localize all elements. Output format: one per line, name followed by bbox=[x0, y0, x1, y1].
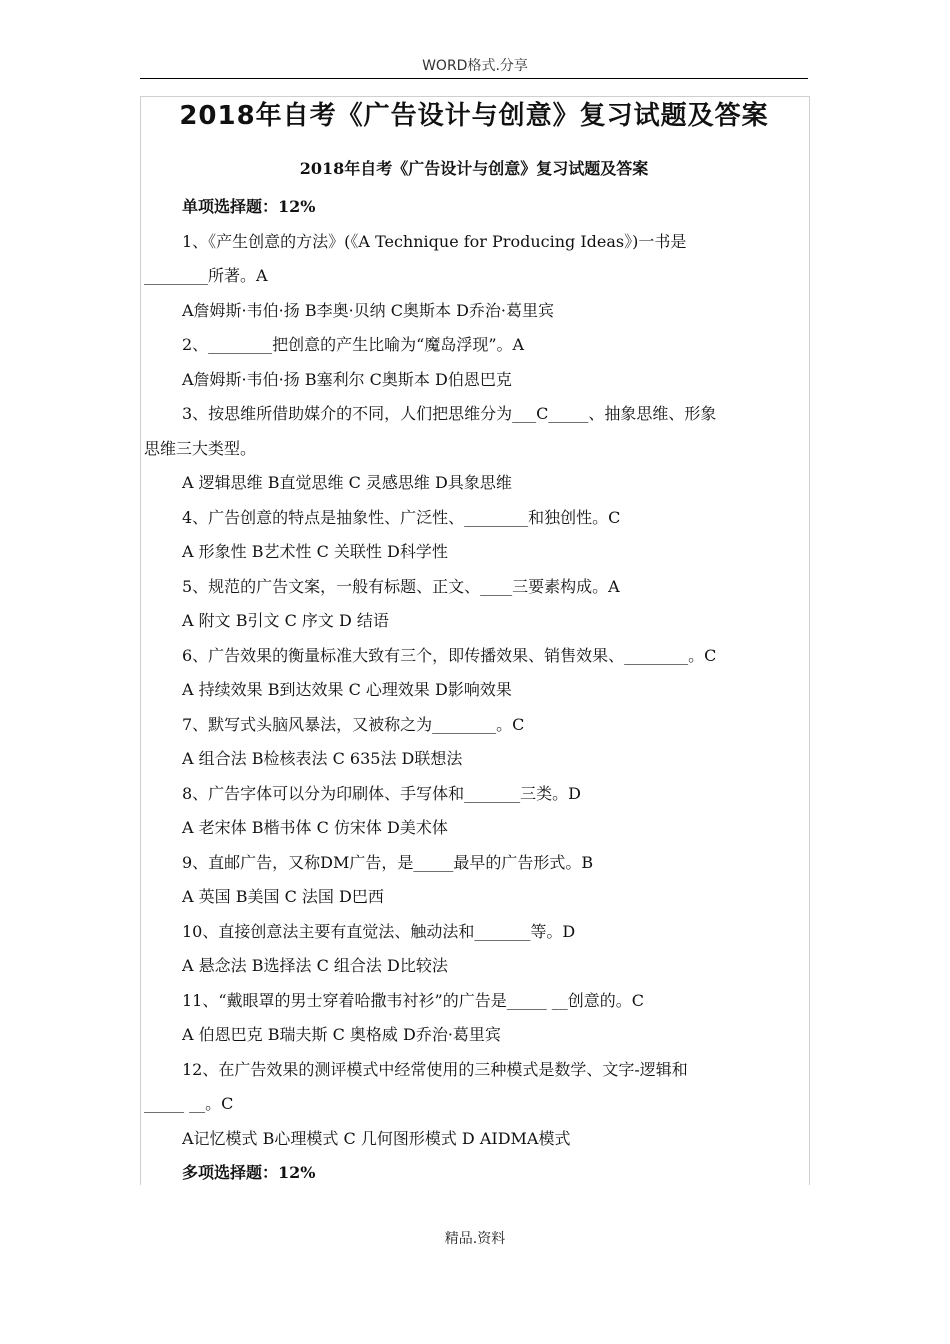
question-line: 4、广告创意的特点是抽象性、广泛性、________和独创性。C bbox=[182, 507, 621, 527]
question-line: A 持续效果 B到达效果 C 心理效果 D影响效果 bbox=[182, 680, 512, 699]
question-line: 9、直邮广告，又称DM广告，是_____最早的广告形式。B bbox=[182, 852, 594, 872]
question-line: A 附文 B引文 C 序文 D 结语 bbox=[182, 611, 389, 630]
question-line: 12、在广告效果的测评模式中经常使用的三种模式是数学、文字-逻辑和 bbox=[182, 1059, 688, 1079]
question-line: A 伯恩巴克 B瑞夫斯 C 奥格威 D乔治·葛里宾 bbox=[182, 1025, 501, 1044]
question-line: A 形象性 B艺术性 C 关联性 D科学性 bbox=[182, 542, 448, 561]
question-line: A 英国 B美国 C 法国 D巴西 bbox=[182, 887, 384, 906]
question-line: 2、________把创意的产生比喻为“魔岛浮现”。A bbox=[182, 335, 525, 354]
question-line: 7、默写式头脑风暴法，又被称之为________。C bbox=[182, 714, 525, 734]
question-line: ________所著。A bbox=[144, 266, 268, 285]
question-line: 3、按思维所借助媒介的不同，人们把思维分为___C_____、抽象思维、形象 bbox=[182, 404, 717, 423]
question-line: 6、广告效果的衡量标准大致有三个，即传播效果、销售效果、________。C bbox=[182, 645, 717, 665]
page-footer: 精品.资料 bbox=[444, 1231, 506, 1247]
question-list bbox=[144, 190, 806, 1191]
question-line: A记忆模式 B心理模式 C 几何图形模式 D AIDMA模式 bbox=[182, 1128, 571, 1148]
question-line: 5、规范的广告文案，一般有标题、正文、____三要素构成。A bbox=[182, 576, 620, 596]
document-title: 2018年自考《广告设计与创意》复习试题及答案 bbox=[179, 101, 769, 131]
question-line: A 老宋体 B楷书体 C 仿宋体 D美术体 bbox=[182, 818, 448, 837]
question-line: 思维三大类型。 bbox=[144, 438, 257, 458]
question-line: A詹姆斯·韦伯·扬 B李奥·贝纳 C奥斯本 D乔治·葛里宾 bbox=[182, 300, 554, 320]
question-line: 10、直接创意法主要有直觉法、触动法和_______等。D bbox=[182, 921, 576, 941]
document-subtitle: 2018年自考《广告设计与创意》复习试题及答案 bbox=[299, 159, 649, 178]
header-rule bbox=[140, 78, 808, 79]
question-line: 1、《产生创意的方法》(《A Technique for Producing Ideas》)一书是 bbox=[182, 231, 687, 251]
section-heading: 单项选择题：12% bbox=[182, 197, 316, 216]
question-line: A 组合法 B检核表法 C 635法 D联想法 bbox=[182, 749, 463, 768]
question-line: _____ __。C bbox=[144, 1094, 234, 1113]
question-line: A 逻辑思维 B直觉思维 C 灵感思维 D具象思维 bbox=[182, 473, 512, 492]
question-line: A詹姆斯·韦伯·扬 B塞利尔 C奥斯本 D伯恩巴克 bbox=[182, 369, 512, 389]
page-header: WORD格式.分享 bbox=[422, 58, 528, 74]
question-line: 8、广告字体可以分为印刷体、手写体和_______三类。D bbox=[182, 783, 582, 803]
question-line: A 悬念法 B选择法 C 组合法 D比较法 bbox=[182, 956, 448, 975]
section-heading: 多项选择题：12% bbox=[182, 1163, 316, 1182]
question-line: 11、“戴眼罩的男士穿着哈撒韦衬衫”的广告是_____ __创意的。C bbox=[182, 990, 645, 1010]
